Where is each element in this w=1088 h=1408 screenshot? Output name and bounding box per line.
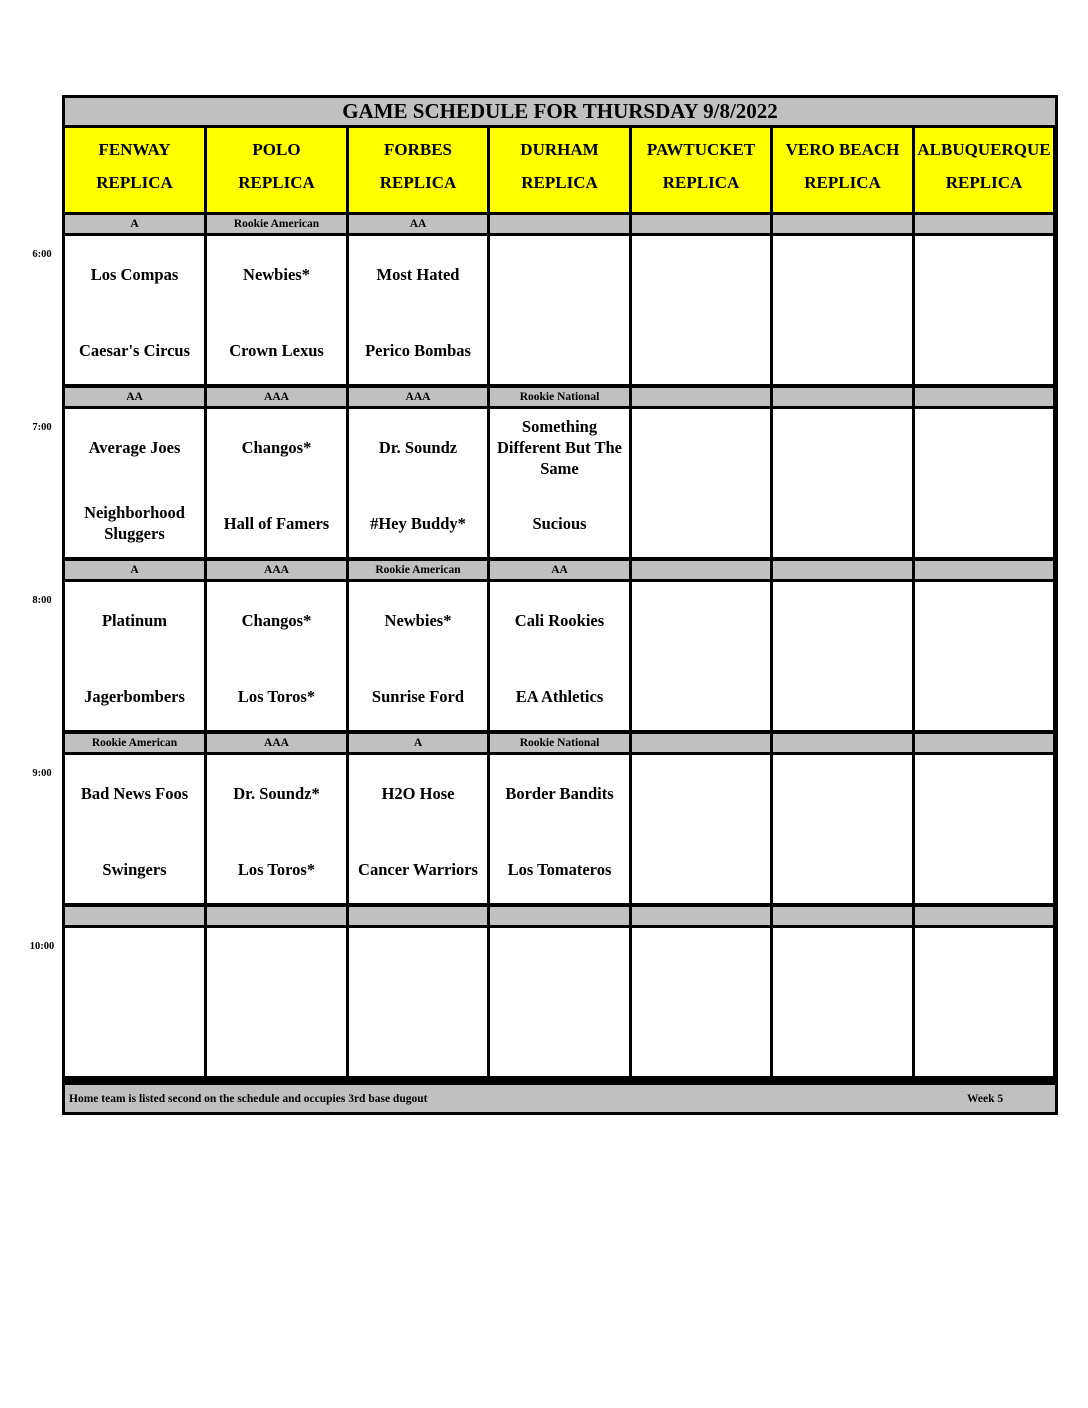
away-team: [207, 938, 346, 994]
league-level: [632, 561, 770, 579]
league-level: A: [349, 734, 487, 752]
league-level: AA: [490, 561, 629, 579]
away-team: [349, 938, 487, 994]
game-cell: [349, 755, 487, 903]
away-team: [773, 419, 912, 475]
league-level: AAA: [349, 388, 487, 406]
away-team: [773, 938, 912, 994]
away-team: [632, 938, 770, 994]
field-subtitle: REPLICA: [238, 173, 315, 192]
away-team: Average Joes: [88, 437, 181, 457]
away-team: Bad News Foos: [80, 783, 189, 803]
field-header: [632, 128, 770, 212]
game-cell: [490, 409, 629, 557]
away-team: Los Compas: [90, 264, 179, 284]
field-name: FORBES: [383, 140, 453, 159]
schedule-title: GAME SCHEDULE FOR THURSDAY 9/8/2022: [65, 98, 1055, 125]
home-team: Los Tomateros: [507, 859, 612, 879]
game-cell: [915, 236, 1053, 384]
league-level: AAA: [207, 734, 346, 752]
home-team: Crown Lexus: [229, 340, 324, 360]
game-cell: [915, 928, 1053, 1076]
league-level: [632, 388, 770, 406]
game-cell: [773, 928, 912, 1076]
home-team: Hall of Famers: [223, 513, 330, 533]
home-team: [915, 1014, 1053, 1070]
game-cell: [65, 409, 204, 557]
home-team: Los Toros*: [237, 859, 316, 879]
field-header: [490, 128, 629, 212]
game-cell: [207, 582, 346, 730]
home-team: Sucious: [532, 513, 587, 533]
league-level: [915, 561, 1053, 579]
home-team: [490, 322, 629, 378]
field-header: [915, 128, 1053, 212]
league-level: [773, 907, 912, 925]
home-team: [490, 1014, 629, 1070]
league-level: AAA: [207, 388, 346, 406]
home-team: [207, 1014, 346, 1070]
field-subtitle: REPLICA: [379, 173, 457, 192]
field-subtitle: REPLICA: [521, 173, 598, 192]
field-header: [349, 128, 487, 212]
schedule-table: [62, 95, 1058, 1115]
away-team: [632, 419, 770, 475]
away-team: [915, 246, 1053, 302]
league-level: [207, 907, 346, 925]
away-team: Dr. Soundz*: [233, 783, 320, 803]
field-name: DURHAM: [520, 140, 599, 159]
week-label: Week 5: [967, 1092, 1004, 1105]
league-level: [490, 215, 629, 233]
home-team: [773, 1014, 912, 1070]
game-cell: [773, 409, 912, 557]
schedule-footer: [65, 1085, 1055, 1112]
game-cell: [915, 755, 1053, 903]
away-team: [490, 938, 629, 994]
game-cell: [632, 409, 770, 557]
away-team: [490, 246, 629, 302]
game-cell: [349, 582, 487, 730]
game-cell: [349, 409, 487, 557]
away-team: Platinum: [101, 610, 168, 630]
game-cell: [490, 928, 629, 1076]
league-level: [915, 734, 1053, 752]
game-cell: [632, 755, 770, 903]
game-cell: [773, 236, 912, 384]
game-cell: [632, 582, 770, 730]
game-cell: [349, 928, 487, 1076]
away-team: [773, 246, 912, 302]
time-label: 9:00: [32, 768, 52, 779]
away-team: [915, 938, 1053, 994]
league-level: [632, 734, 770, 752]
league-level: A: [65, 215, 204, 233]
home-team: Sunrise Ford: [371, 686, 465, 706]
home-team: [65, 1014, 204, 1070]
league-level: A: [65, 561, 204, 579]
game-cell: [65, 755, 204, 903]
away-team: Dr. Soundz: [378, 437, 458, 457]
game-cell: [349, 236, 487, 384]
league-level: [773, 561, 912, 579]
field-name: POLO: [252, 140, 301, 159]
home-team: [632, 841, 770, 897]
game-cell: [490, 236, 629, 384]
home-team-note: Home team is listed second on the schedule and occupies 3rd base dugout: [69, 1092, 428, 1105]
away-team: Something Different But The Same: [497, 416, 622, 478]
league-level: Rookie National: [490, 734, 629, 752]
away-team: H2O Hose: [381, 783, 455, 803]
league-level: Rookie National: [490, 388, 629, 406]
game-cell: [65, 582, 204, 730]
league-level: [915, 388, 1053, 406]
away-team: Changos*: [241, 610, 312, 630]
game-cell: [773, 755, 912, 903]
home-team: [773, 322, 912, 378]
field-name: VERO BEACH: [785, 140, 900, 159]
league-level: [490, 907, 629, 925]
game-cell: [207, 409, 346, 557]
field-subtitle: REPLICA: [96, 173, 173, 192]
league-level: [773, 388, 912, 406]
home-team: Caesar's Circus: [78, 340, 191, 360]
game-cell: [65, 928, 204, 1076]
home-team: Perico Bombas: [365, 340, 471, 360]
home-team: [632, 668, 770, 724]
home-team: #Hey Buddy*: [370, 513, 466, 533]
away-team: [773, 592, 912, 648]
time-label: 8:00: [32, 595, 52, 606]
home-team: [773, 495, 912, 551]
field-name: FENWAY: [98, 140, 171, 159]
away-team: [65, 938, 204, 994]
field-subtitle: REPLICA: [804, 173, 881, 192]
league-level: [915, 907, 1053, 925]
game-cell: [632, 928, 770, 1076]
league-level: AA: [65, 388, 204, 406]
home-team: [632, 1014, 770, 1070]
league-level: Rookie American: [207, 215, 346, 233]
home-team: Neighborhood Sluggers: [84, 503, 185, 543]
league-level: [632, 907, 770, 925]
game-cell: [773, 582, 912, 730]
away-team: [632, 592, 770, 648]
time-label: 6:00: [32, 249, 52, 260]
away-team: Newbies*: [243, 264, 310, 284]
league-level: [773, 215, 912, 233]
league-level: [773, 734, 912, 752]
field-subtitle: REPLICA: [662, 173, 740, 192]
time-label: 10:00: [29, 941, 55, 952]
game-cell: [207, 928, 346, 1076]
field-name: PAWTUCKET: [646, 140, 756, 159]
game-cell: [207, 755, 346, 903]
league-level: [349, 907, 487, 925]
time-label: 7:00: [32, 422, 52, 433]
home-team: Jagerbombers: [84, 686, 185, 706]
league-level: [632, 215, 770, 233]
field-subtitle: REPLICA: [945, 173, 1023, 192]
league-level: [915, 215, 1053, 233]
home-team: [773, 668, 912, 724]
away-team: Cali Rookies: [514, 610, 605, 630]
game-cell: [490, 755, 629, 903]
home-team: EA Athletics: [515, 686, 604, 706]
league-level: [65, 907, 204, 925]
away-team: Most Hated: [376, 264, 460, 284]
field-header: [773, 128, 912, 212]
home-team: [915, 322, 1053, 378]
game-cell: [490, 582, 629, 730]
field-header: [207, 128, 346, 212]
away-team: [773, 765, 912, 821]
away-team: Newbies*: [384, 610, 452, 630]
home-team: Cancer Warriors: [358, 859, 478, 879]
game-cell: [65, 236, 204, 384]
away-team: [632, 765, 770, 821]
away-team: Changos*: [241, 437, 312, 457]
home-team: [632, 322, 770, 378]
away-team: [915, 592, 1053, 648]
home-team: Swingers: [102, 859, 167, 879]
home-team: [915, 841, 1053, 897]
home-team: [632, 495, 770, 551]
home-team: Los Toros*: [237, 686, 316, 706]
away-team: [915, 419, 1053, 475]
away-team: [632, 246, 770, 302]
away-team: Border Bandits: [505, 783, 614, 803]
home-team: [915, 495, 1053, 551]
home-team: [349, 1014, 487, 1070]
game-cell: [632, 236, 770, 384]
league-level: Rookie American: [65, 734, 204, 752]
league-level: AAA: [207, 561, 346, 579]
league-level: AA: [349, 215, 487, 233]
home-team: [773, 841, 912, 897]
away-team: [915, 765, 1053, 821]
field-name: ALBUQUERQUE: [917, 140, 1051, 159]
league-level: Rookie American: [349, 561, 487, 579]
game-cell: [915, 582, 1053, 730]
game-cell: [915, 409, 1053, 557]
game-cell: [207, 236, 346, 384]
field-header: [65, 128, 204, 212]
home-team: [915, 668, 1053, 724]
